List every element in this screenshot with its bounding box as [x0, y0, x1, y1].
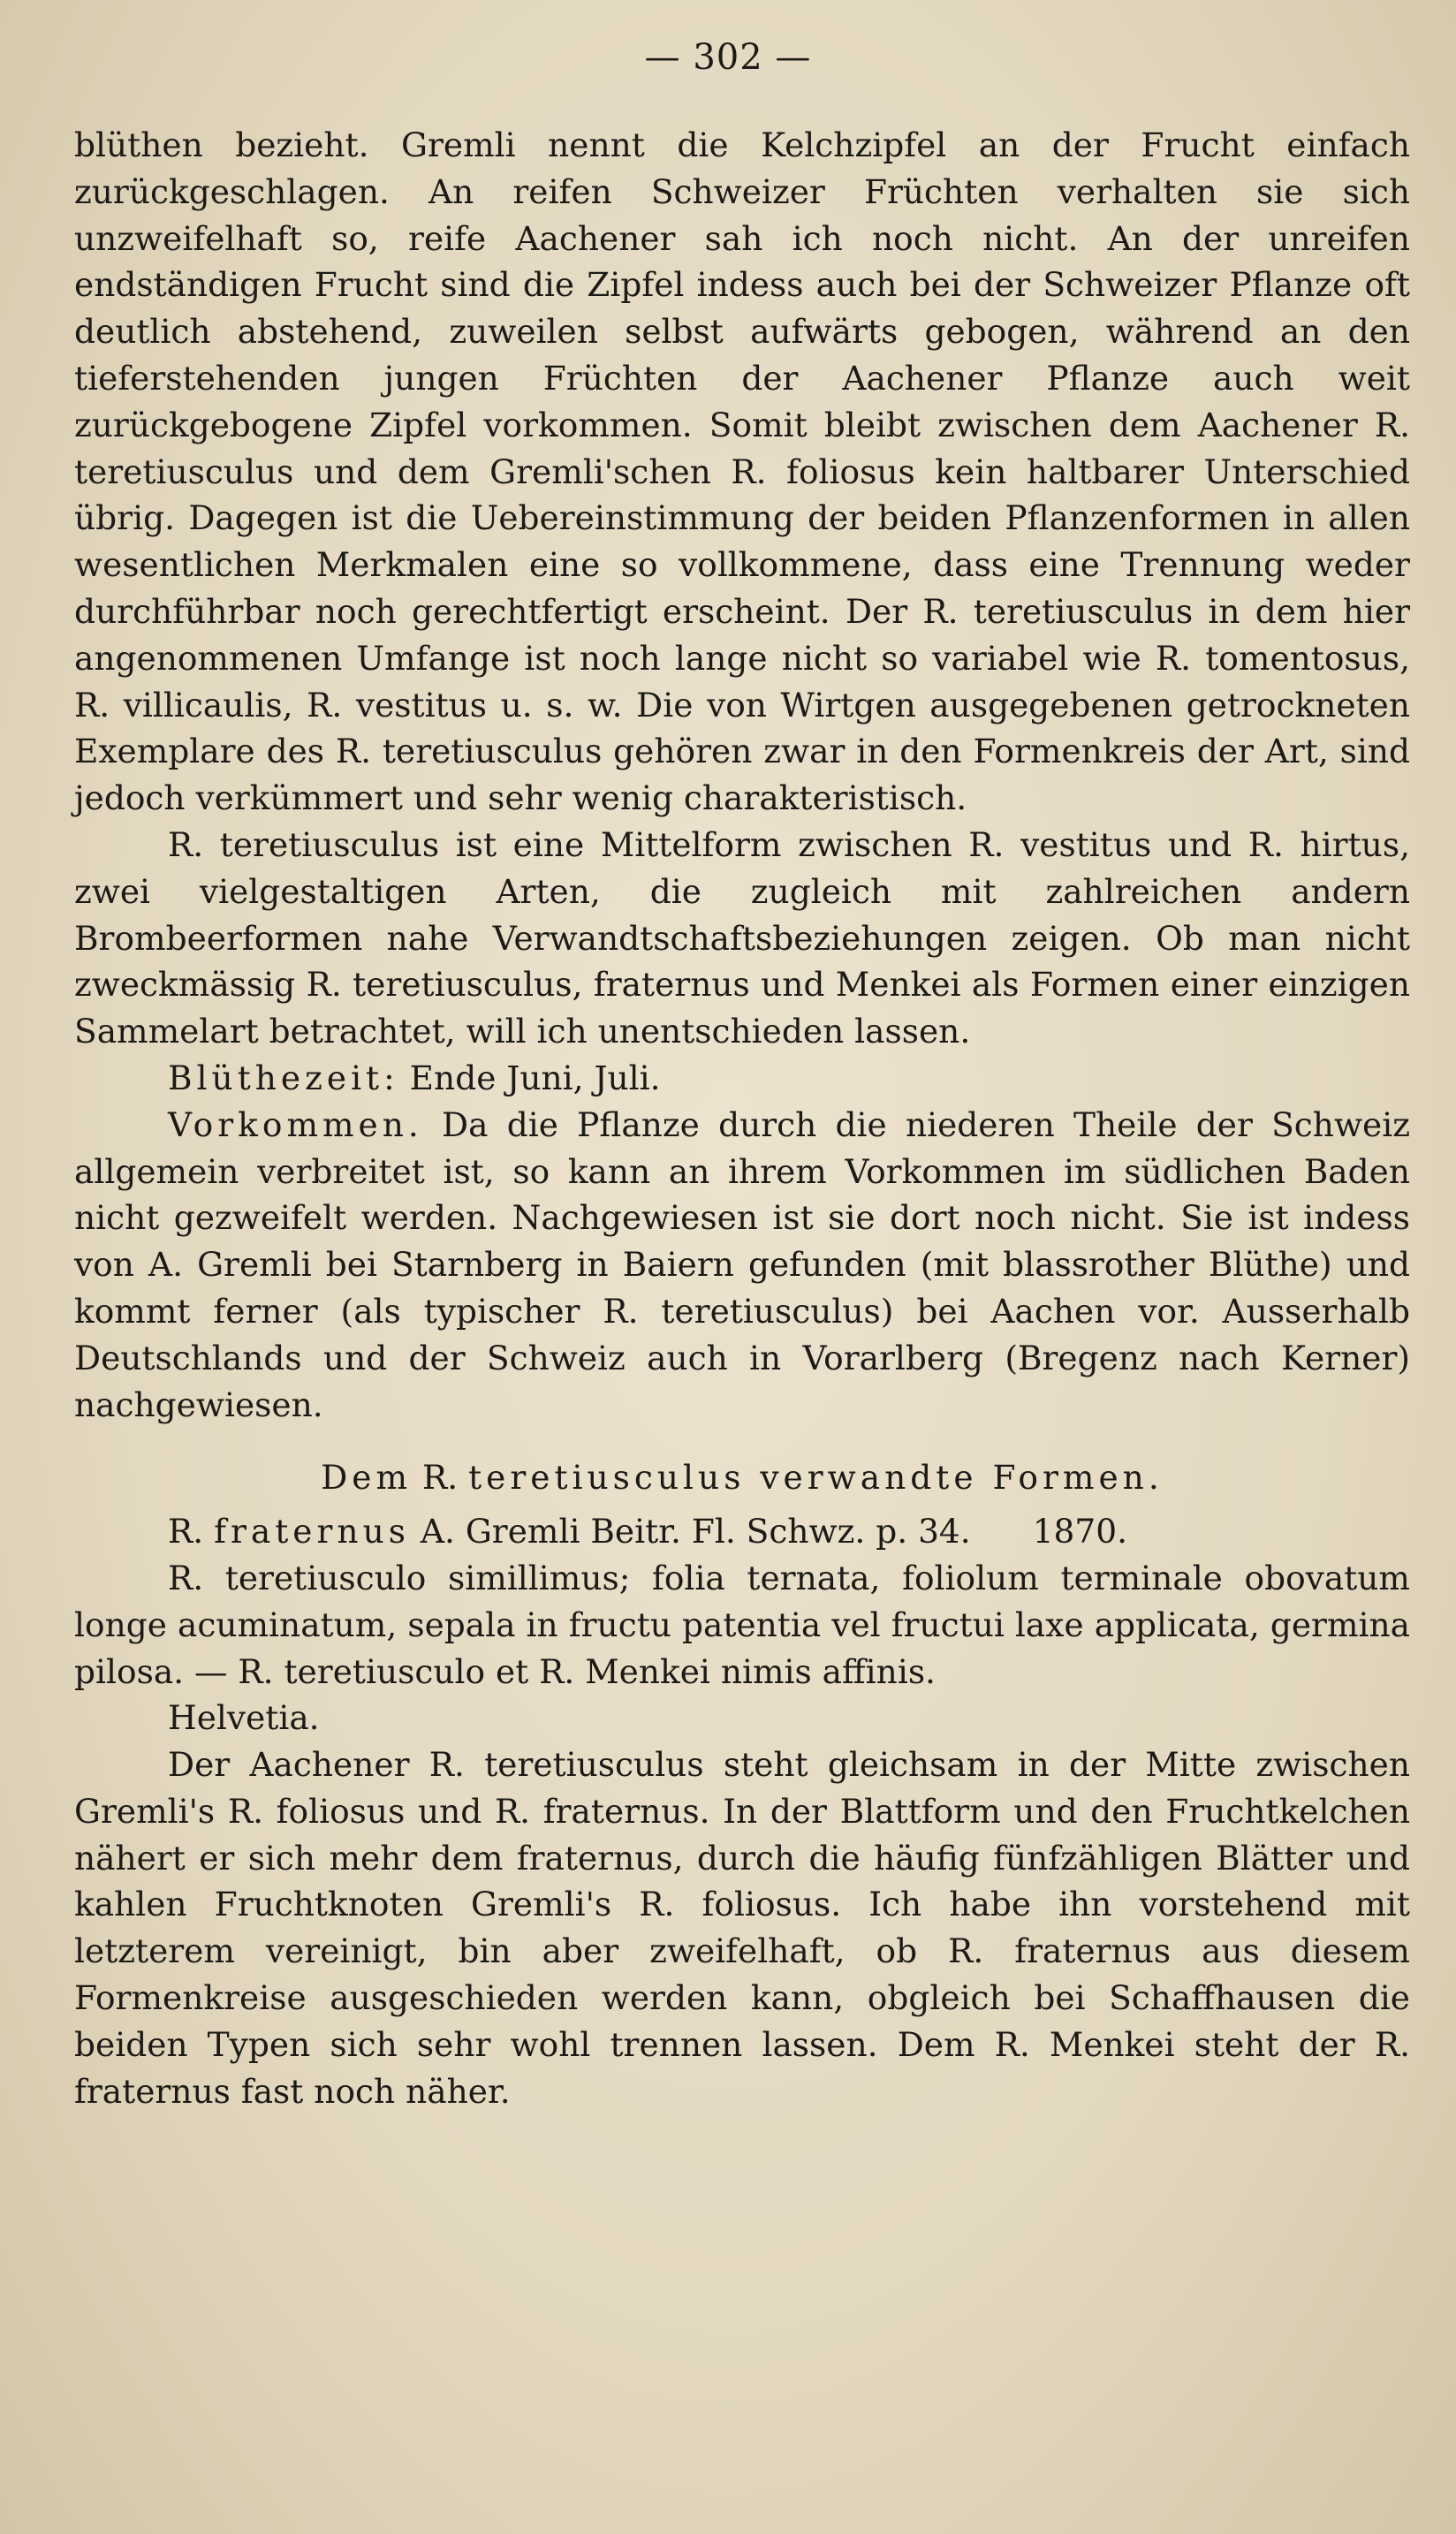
bluethezeit-text: Ende Juni, Juli.	[398, 1058, 661, 1097]
species-title	[74, 1508, 1410, 1555]
paragraph-vorkommen	[74, 1102, 1410, 1429]
species-name: fraternus	[214, 1512, 410, 1552]
paragraph-continuation: blüthen bezieht. Gremli nennt die Kelchzipfel an der Frucht einfach zurückgeschlagen. An reifen Schweizer Früchten verhalten sie sich unzweifelhaft so, reife Aachener sah ich noch nicht. An der unreifen endständigen Frucht sind die Zipfel indess auch bei der Schweizer Pflanze oft deutlich abstehend, zuweilen selbst aufwärts gebogen, während an den tieferstehenden jungen Früchten der Aachener Pflanze auch weit zurückgebogene Zipfel vorkommen. Somit bleibt zwischen dem Aachener R. teretiusculus und dem Gremli'schen R. foliosus kein haltbarer Unterschied übrig. Dagegen ist die Uebereinstimmung der beiden Pflanzenformen in allen wesentlichen Merkmalen eine so vollkommene, dass eine Trennung weder durchführbar noch gerechtfertigt erscheint. Der R. teretiusculus in dem hier angenommenen Umfange ist noch lange nicht so variabel wie R. tomentosus, R. villicaulis, R. vestitus u. s. w. Die von Wirtgen ausgegebenen getrockneten Exemplare des R. teretiusculus gehören zwar in den Formenkreis der Art, sind jedoch verkümmert und sehr wenig charakteristisch.	[74, 125, 1410, 818]
page-number: — 302 —	[644, 37, 812, 78]
paragraph-bluethezeit	[74, 1055, 1410, 1102]
species-latin-description: R. teretiusculo simillimus; folia ternata, foliolum terminale obovatum longe acuminatum, sepala in fructu patentia vel fructui laxe applicata, germina pilosa. — R. teretiusculo et R. Menkei nimis affinis.	[74, 1558, 1410, 1691]
species-year: 1870.	[1032, 1512, 1128, 1552]
paragraph-mittelform: R. teretiusculus ist eine Mittelform zwischen R. vestitus und R. hirtus, zwei vielgestaltigen Arten, die zugleich mit zahlreichen andern Brombeerformen nahe Verwandtschaftsbeziehungen zeigen. Ob man nicht zweckmässig R. teretiusculus, fraternus und Menkei als Formen einer einzigen Sammelart betrachtet, will ich unentschieden lassen.	[74, 824, 1410, 1051]
vorkommen-text: Da die Pflanze durch die niederen Theile der Schweiz allgemein verbreitet ist, so kann an ihrem Vorkommen im südlichen Baden nicht gezweifelt werden. Nachgewiesen ist sie dort noch nicht. Sie ist indess von A. Gremli bei Starnberg in Baiern gefunden (mit blassrother Blüthe) und kommt ferner (als typischer R. teretiusculus) bei Aachen vor. Ausserhalb Deutschlands und der Schweiz auch in Vorarlberg (Bregenz nach Kerner) nachgewiesen.	[74, 1104, 1410, 1424]
section-heading-genus: R.	[412, 1458, 469, 1498]
species-prefix: R.	[168, 1512, 215, 1552]
species-citation: A. Gremli Beitr. Fl. Schwz. p. 34.	[409, 1512, 971, 1552]
species-region: Helvetia.	[168, 1698, 320, 1738]
section-heading	[74, 1454, 1410, 1501]
bluethezeit-label: Blüthezeit:	[168, 1058, 399, 1097]
vorkommen-label: Vorkommen.	[168, 1104, 423, 1144]
section-heading-rest: teretiusculus verwandte Formen.	[468, 1458, 1164, 1498]
species-discussion: Der Aachener R. teretiusculus steht gleichsam in der Mitte zwischen Gremli's R. foliosus und R. fraternus. In der Blattform und den Fruchtkelchen nähert er sich mehr dem fraternus, durch die häufig fünfzähligen Blätter und kahlen Fruchtknoten Gremli's R. foliosus. Ich habe ihn vorstehend mit letzterem vereinigt, bin aber zweifelhaft, ob R. fraternus aus diesem Formenkreise ausgeschieden werden kann, obgleich bei Schaffhausen die beiden Typen sich sehr wohl trennen lassen. Dem R. Menkei steht der R. fraternus fast noch näher.	[74, 1745, 1410, 2111]
section-heading-dem: Dem	[321, 1458, 413, 1498]
page-body	[74, 122, 1410, 2114]
